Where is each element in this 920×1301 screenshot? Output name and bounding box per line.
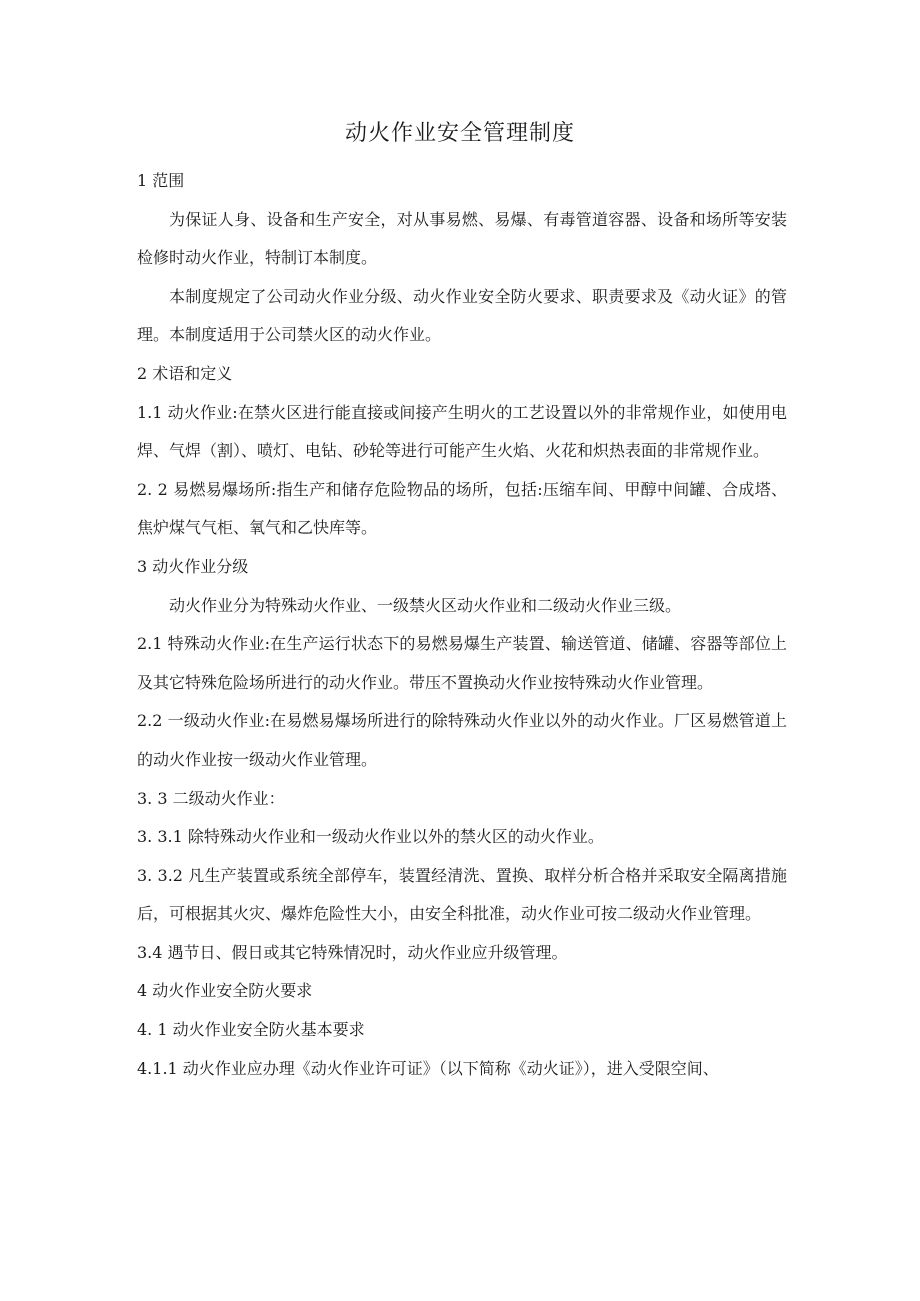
document-title: 动火作业安全管理制度	[344, 121, 575, 146]
paragraph: 3. 3 二级动火作业：	[137, 788, 285, 808]
paragraph: 为保证人身、设备和生产安全，对从事易燃、易爆、有毒管道容器、设备和场所等安装检修时动火作业，特制订本制度。	[137, 209, 787, 268]
paragraph: 本制度规定了公司动火作业分级、动火作业安全防火要求、职责要求及《动火证》的管理。本制度适用于公司禁火区的动火作业。	[137, 286, 787, 345]
paragraph: 3.4 遇节日、假日或其它特殊情况时，动火作业应升级管理。	[137, 942, 568, 962]
paragraph: 3. 3.1 除特殊动火作业和一级动火作业以外的禁火区的动火作业。	[137, 827, 604, 847]
paragraph: 4. 1 动火作业安全防火基本要求	[137, 1020, 365, 1040]
paragraph: 动火作业分为特殊动火作业、一级禁火区动火作业和二级动火作业三级。	[169, 595, 682, 615]
paragraph: 4 动火作业安全防火要求	[137, 981, 313, 1001]
paragraph: 4.1.1 动火作业应办理《动火作业许可证》（以下简称《动火证》），进入受限空间、	[137, 1058, 719, 1078]
paragraph: 2 术语和定义	[137, 363, 233, 383]
paragraph: 2. 2 易燃易爆场所:指生产和储存危险物品的场所，包括:压缩车间、甲醇中间罐、合成塔、焦炉煤气气柜、氧气和乙快库等。	[137, 479, 787, 538]
paragraph: 1 范围	[137, 171, 185, 190]
paragraph: 2.2 一级动火作业:在易燃易爆场所进行的除特殊动火作业以外的动火作业。厂区易燃管道上的动火作业按一级动火作业管理。	[137, 711, 787, 769]
paragraph: 1.1 动火作业:在禁火区进行能直接或间接产生明火的工艺设置以外的非常规作业，如使用电焊、气焊（割）、喷灯、电钻、砂轮等进行可能产生火焰、火花和炽热表面的非常规作业。	[137, 402, 787, 461]
paragraph: 2.1 特殊动火作业:在生产运行状态下的易燃易爆生产装置、输送管道、储罐、容器等部位上及其它特殊危险场所进行的动火作业。带压不置换动火作业按特殊动火作业管理。	[137, 634, 787, 692]
paragraph: 3 动火作业分级	[137, 556, 249, 576]
document-body	[137, 162, 787, 1088]
paragraph: 3. 3.2 凡生产装置或系统全部停车，装置经清洗、置换、取样分析合格并采取安全隔离措施后，可根据其火灾、爆炸危险性大小，由安全科批准，动火作业可按二级动火作业管理。	[137, 865, 787, 924]
